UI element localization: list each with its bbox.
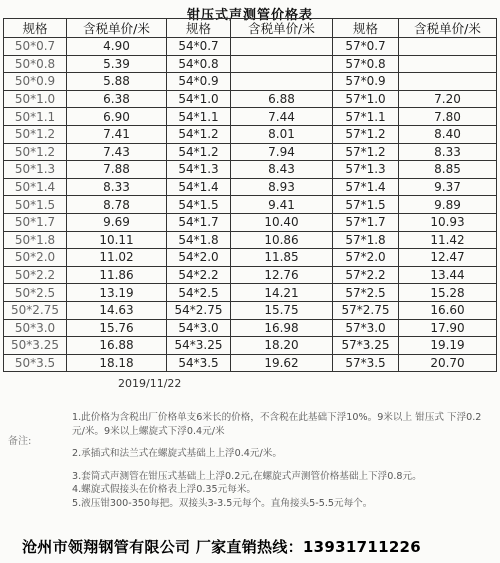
notes-label: 备注: — [8, 436, 32, 447]
cell-price-50: 5.88 — [67, 73, 167, 91]
note-item: 5.液压钳300-350每把。双接头3-3.5元每个。直角接头5-5.5元每个。 — [72, 497, 373, 509]
cell-price-57: 13.44 — [399, 266, 497, 284]
cell-price-50: 14.63 — [67, 301, 167, 319]
cell-price-57: 11.42 — [399, 231, 497, 249]
cell-spec-50: 50*1.7 — [4, 213, 67, 231]
cell-spec-57: 57*1.5 — [333, 196, 399, 214]
table-row — [4, 73, 497, 91]
cell-spec-54: 54*2.5 — [167, 284, 231, 302]
cell-spec-50: 50*1.5 — [4, 196, 67, 214]
cell-price-57: 19.19 — [399, 337, 497, 355]
cell-price-57: 20.70 — [399, 354, 497, 372]
cell-price-54: 16.98 — [231, 319, 333, 337]
cell-spec-57: 57*1.0 — [333, 90, 399, 108]
header-spec-2: 规格 — [167, 19, 231, 38]
cell-price-50: 13.19 — [67, 284, 167, 302]
cell-spec-50: 50*1.1 — [4, 108, 67, 126]
cell-spec-50: 50*1.0 — [4, 90, 67, 108]
cell-price-50: 16.88 — [67, 337, 167, 355]
cell-price-54: 14.21 — [231, 284, 333, 302]
cell-spec-57: 57*1.2 — [333, 125, 399, 143]
header-price-2: 含税单价/米 — [231, 19, 333, 38]
cell-spec-57: 57*3.25 — [333, 337, 399, 355]
table-row — [4, 231, 497, 249]
cell-price-50: 7.41 — [67, 125, 167, 143]
cell-price-50: 6.90 — [67, 108, 167, 126]
table-row — [4, 125, 497, 143]
table-row — [4, 143, 497, 161]
cell-price-57: 7.80 — [399, 108, 497, 126]
cell-price-50: 8.78 — [67, 196, 167, 214]
cell-price-57 — [399, 38, 497, 56]
cell-price-54: 15.75 — [231, 301, 333, 319]
cell-spec-57: 57*0.7 — [333, 38, 399, 56]
cell-spec-57: 57*2.0 — [333, 249, 399, 267]
cell-spec-57: 57*0.8 — [333, 55, 399, 73]
cell-price-54 — [231, 73, 333, 91]
cell-spec-54: 54*1.4 — [167, 178, 231, 196]
cell-spec-54: 54*3.5 — [167, 354, 231, 372]
cell-spec-50: 50*0.9 — [4, 73, 67, 91]
cell-spec-54: 54*1.5 — [167, 196, 231, 214]
cell-spec-50: 50*1.3 — [4, 161, 67, 179]
cell-price-50: 11.02 — [67, 249, 167, 267]
cell-spec-57: 57*1.8 — [333, 231, 399, 249]
header-price-1: 含税单价/米 — [67, 19, 167, 38]
cell-spec-50: 50*2.5 — [4, 284, 67, 302]
cell-price-50: 7.88 — [67, 161, 167, 179]
cell-spec-50: 50*2.0 — [4, 249, 67, 267]
cell-price-50: 11.86 — [67, 266, 167, 284]
cell-price-57: 15.28 — [399, 284, 497, 302]
table-row — [4, 266, 497, 284]
cell-price-54 — [231, 55, 333, 73]
cell-spec-54: 54*1.8 — [167, 231, 231, 249]
table-row — [4, 337, 497, 355]
table-row — [4, 213, 497, 231]
cell-price-50: 10.11 — [67, 231, 167, 249]
cell-spec-54: 54*0.9 — [167, 73, 231, 91]
cell-price-57 — [399, 73, 497, 91]
cell-price-54: 10.40 — [231, 213, 333, 231]
notes-block — [72, 411, 492, 510]
header-spec-1: 规格 — [4, 19, 67, 38]
cell-price-54: 7.94 — [231, 143, 333, 161]
table-row — [4, 55, 497, 73]
cell-price-50: 5.39 — [67, 55, 167, 73]
cell-spec-50: 50*3.25 — [4, 337, 67, 355]
cell-price-50: 8.33 — [67, 178, 167, 196]
cell-spec-54: 54*2.75 — [167, 301, 231, 319]
table-row — [4, 108, 497, 126]
cell-price-57: 9.89 — [399, 196, 497, 214]
cell-price-57: 16.60 — [399, 301, 497, 319]
table-row — [4, 284, 497, 302]
cell-price-57: 8.85 — [399, 161, 497, 179]
cell-spec-54: 54*3.25 — [167, 337, 231, 355]
cell-price-54: 8.43 — [231, 161, 333, 179]
cell-price-54: 18.20 — [231, 337, 333, 355]
cell-price-54: 19.62 — [231, 354, 333, 372]
cell-price-54: 8.93 — [231, 178, 333, 196]
table-row — [4, 249, 497, 267]
header-price-3: 含税单价/米 — [399, 19, 497, 38]
cell-price-54: 9.41 — [231, 196, 333, 214]
cell-spec-50: 50*3.0 — [4, 319, 67, 337]
cell-spec-54: 54*2.0 — [167, 249, 231, 267]
cell-spec-57: 57*3.0 — [333, 319, 399, 337]
cell-spec-57: 57*2.5 — [333, 284, 399, 302]
cell-spec-54: 54*1.2 — [167, 125, 231, 143]
cell-spec-57: 57*3.5 — [333, 354, 399, 372]
note-item: 3.套筒式声测管在钳压式基础上上浮0.2元,在螺旋式声测管价格基础上下浮0.8元。 — [72, 470, 422, 482]
table-row — [4, 301, 497, 319]
table-row — [4, 161, 497, 179]
cell-price-50: 18.18 — [67, 354, 167, 372]
cell-spec-54: 54*1.3 — [167, 161, 231, 179]
cell-spec-57: 57*2.2 — [333, 266, 399, 284]
header-spec-3: 规格 — [333, 19, 399, 38]
cell-spec-57: 57*0.9 — [333, 73, 399, 91]
cell-spec-57: 57*2.75 — [333, 301, 399, 319]
table-row — [4, 196, 497, 214]
cell-price-54: 11.85 — [231, 249, 333, 267]
table-header-row — [4, 19, 497, 38]
table-body — [4, 38, 497, 372]
cell-spec-54: 54*1.1 — [167, 108, 231, 126]
price-table — [3, 18, 497, 372]
cell-price-57: 8.40 — [399, 125, 497, 143]
cell-spec-50: 50*0.8 — [4, 55, 67, 73]
cell-price-57: 9.37 — [399, 178, 497, 196]
cell-price-50: 4.90 — [67, 38, 167, 56]
cell-price-54: 8.01 — [231, 125, 333, 143]
cell-price-57: 7.20 — [399, 90, 497, 108]
cell-spec-54: 54*0.7 — [167, 38, 231, 56]
cell-spec-54: 54*1.7 — [167, 213, 231, 231]
cell-spec-50: 50*2.2 — [4, 266, 67, 284]
note-item: 2.承插式和法兰式在螺旋式基础上上浮0.4元/米。 — [72, 448, 282, 459]
cell-spec-57: 57*1.7 — [333, 213, 399, 231]
cell-spec-50: 50*2.75 — [4, 301, 67, 319]
cell-spec-57: 57*1.4 — [333, 178, 399, 196]
cell-spec-57: 57*1.1 — [333, 108, 399, 126]
cell-price-50: 6.38 — [67, 90, 167, 108]
cell-price-54: 7.44 — [231, 108, 333, 126]
date-stamp: 2019/11/22 — [118, 377, 182, 390]
cell-price-57: 8.33 — [399, 143, 497, 161]
cell-spec-57: 57*1.3 — [333, 161, 399, 179]
note-item: 1.此价格为含税出厂价格单支6米长的价格，不含税在此基础下浮10%。9米以上 钳压式 下浮0.2元/米。9米以上螺旋式下浮0.4元/米 — [72, 412, 482, 437]
cell-price-57: 10.93 — [399, 213, 497, 231]
cell-spec-54: 54*2.2 — [167, 266, 231, 284]
cell-spec-50: 50*3.5 — [4, 354, 67, 372]
cell-spec-57: 57*1.2 — [333, 143, 399, 161]
cell-spec-50: 50*1.4 — [4, 178, 67, 196]
cell-price-54: 10.86 — [231, 231, 333, 249]
cell-price-54: 6.88 — [231, 90, 333, 108]
cell-spec-54: 54*1.2 — [167, 143, 231, 161]
cell-price-50: 9.69 — [67, 213, 167, 231]
cell-price-50: 15.76 — [67, 319, 167, 337]
table-row — [4, 354, 497, 372]
company-hotline: 沧州市领翔钢管有限公司 厂家直销热线：13931711226 — [22, 538, 422, 556]
cell-spec-50: 50*1.2 — [4, 143, 67, 161]
cell-price-50: 7.43 — [67, 143, 167, 161]
table-title: 钳压式声测管价格表 — [186, 8, 313, 23]
cell-spec-50: 50*1.2 — [4, 125, 67, 143]
cell-price-57: 12.47 — [399, 249, 497, 267]
cell-price-57 — [399, 55, 497, 73]
cell-spec-50: 50*0.7 — [4, 38, 67, 56]
cell-spec-54: 54*3.0 — [167, 319, 231, 337]
cell-spec-54: 54*0.8 — [167, 55, 231, 73]
cell-spec-54: 54*1.0 — [167, 90, 231, 108]
table-row — [4, 178, 497, 196]
table-row — [4, 319, 497, 337]
cell-price-54: 12.76 — [231, 266, 333, 284]
note-item: 4.螺旋式假接头在价格表上浮0.35元每米。 — [72, 484, 257, 495]
cell-price-57: 17.90 — [399, 319, 497, 337]
cell-spec-50: 50*1.8 — [4, 231, 67, 249]
cell-price-54 — [231, 38, 333, 56]
table-row — [4, 90, 497, 108]
table-row — [4, 38, 497, 56]
